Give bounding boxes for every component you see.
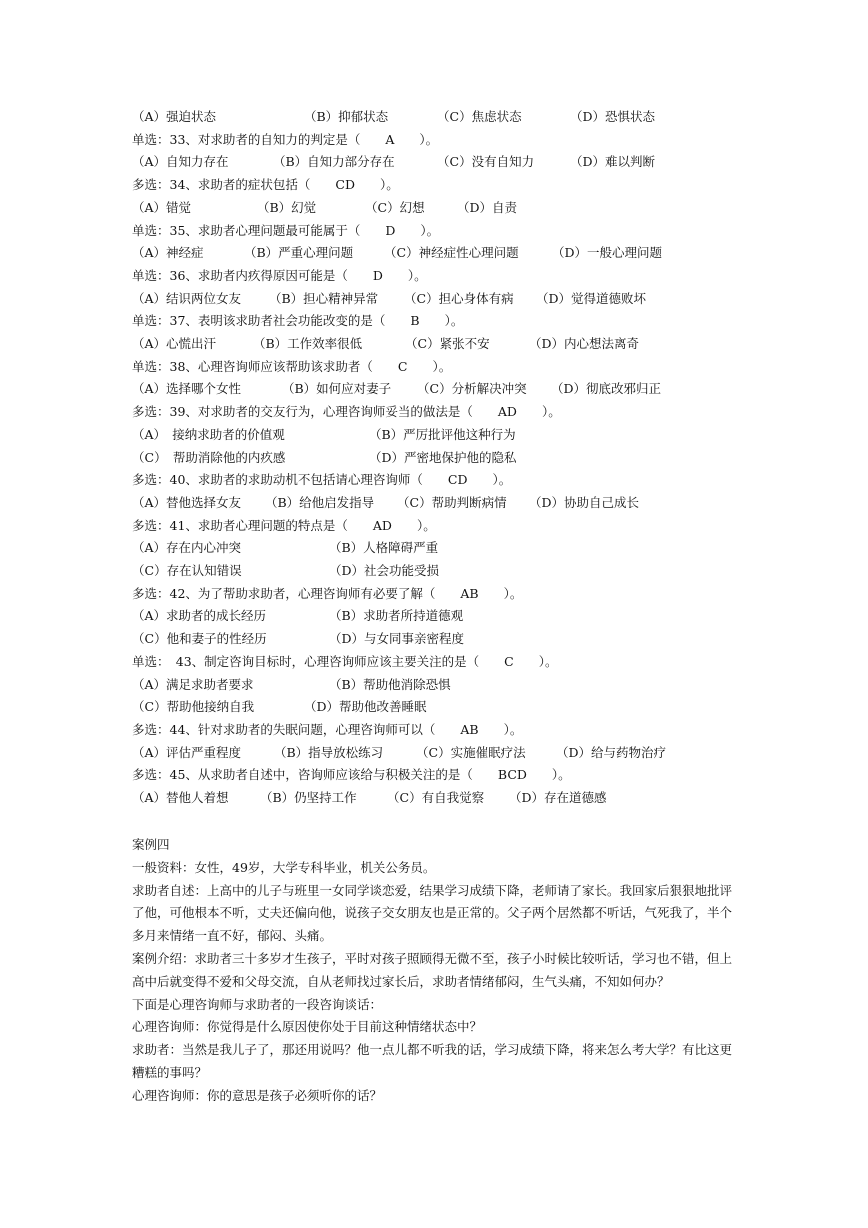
option-text: （A）选择哪个女性	[132, 381, 242, 397]
question-text: 多选：45、从求助者自述中，咨询师应该给与积极关注的是（ BCD ）。	[132, 767, 571, 783]
case-paragraph: 下面是心理咨询师与求助者的一段咨询谈话：	[132, 996, 383, 1012]
option-text: （A） 接纳求助者的价值观	[132, 426, 285, 442]
option-text: （C）紧张不安	[405, 336, 490, 351]
question-text: 单选：38、心理咨询师应该帮助该求助者（ C ）。	[132, 358, 452, 374]
case-paragraph: 求助者：当然是我儿子了，那还用说吗？他一点儿都不听我的话，学习成绩下降，将来怎么考大学？有比这更糟糕的事吗？	[132, 1042, 733, 1080]
question-text: 单选：37、表明该求助者社会功能改变的是（ B ）。	[132, 313, 464, 329]
case-title: 案例四	[132, 837, 170, 852]
option-text: （D）恐惧状态	[570, 109, 656, 124]
case-paragraph: 心理咨询师：你觉得是什么原因使你处于目前这种情绪状态中？	[132, 1019, 483, 1035]
option-text: （A）满足求助者要求	[132, 676, 254, 692]
option-text: （A）替他人着想	[132, 790, 229, 805]
option-text: （B）严重心理问题	[244, 245, 354, 261]
option-text: （A）神经症	[132, 245, 204, 261]
option-text: （A）强迫状态	[132, 109, 217, 124]
option-text: （A）结识两位女友	[132, 290, 242, 306]
option-text: （D）彻底改邪归正	[551, 381, 662, 397]
option-text: （A）求助者的成长经历	[132, 608, 267, 624]
case-paragraph: 心理咨询师：你的意思是孩子必须听你的话？	[132, 1087, 383, 1103]
option-text: （B）给他启发指导	[265, 494, 375, 510]
option-text: （D）给与药物治疗	[556, 744, 667, 760]
option-text: （C）幻想	[365, 199, 425, 215]
option-text: （B）人格障碍严重	[329, 540, 439, 556]
option-text: （B）帮助他消除恐惧	[329, 676, 451, 692]
option-text: （A）错觉	[132, 199, 192, 215]
option-text: （D）帮助他改善睡眠	[304, 699, 427, 715]
question-text: 单选：35、求助者心理问题最可能属于（ D ）。	[132, 222, 440, 238]
question-text: 多选：39、对求助者的交友行为，心理咨询师妥当的做法是（ AD ）。	[132, 404, 561, 420]
option-text: （C）分析解决冲突	[417, 381, 527, 397]
option-text: （C）存在认知错误	[132, 563, 242, 578]
question-text: 多选：41、求助者心理问题的特点是（ AD ）。	[132, 517, 436, 533]
case-paragraph: 一般资料：女性，49岁，大学专科毕业，机关公务员。	[132, 859, 436, 875]
option-text: （B）工作效率很低	[253, 336, 363, 351]
option-text: （D）严密地保护他的隐私	[369, 449, 517, 465]
question-text: 单选：33、对求助者的自知力的判定是（ A ）。	[132, 131, 439, 147]
option-text: （A）存在内心冲突	[132, 540, 242, 556]
option-text: （B）如何应对妻子	[282, 381, 392, 397]
case-paragraph: 案例介绍：求助者三十多岁才生孩子，平时对孩子照顾得无微不至，孩子小时候比较听话，学习也不错，但上高中后就变得不爱和父母交流，自从老师找过家长后，求助者情绪郁闷，生气头痛，不知如何办？	[132, 951, 733, 989]
option-text: （B）求助者所持道德观	[329, 608, 464, 624]
question-text: 多选：44、针对求助者的失眠问题，心理咨询师可以（ AB ）。	[132, 721, 523, 737]
option-text: （C）帮助判断病情	[397, 494, 507, 510]
option-text: （C）神经症性心理问题	[384, 245, 519, 261]
option-text: （D）难以判断	[570, 154, 656, 170]
option-text: （C）焦虑状态	[437, 109, 522, 124]
option-text: （D）社会功能受损	[329, 563, 440, 578]
option-text: （D）自责	[457, 199, 518, 215]
option-text: （D）协助自己成长	[529, 494, 640, 510]
question-text: 单选： 43、制定咨询目标时，心理咨询师应该主要关注的是（ C ）。	[132, 653, 558, 669]
option-text: （D）存在道德感	[509, 790, 607, 805]
option-text: （C）没有自知力	[437, 154, 535, 170]
option-text: （B）抑郁状态	[304, 109, 389, 124]
option-text: （D）内心想法离奇	[529, 336, 640, 351]
option-text: （A）评估严重程度	[132, 744, 242, 760]
question-text: 多选：42、为了帮助求助者，心理咨询师有必要了解（ AB ）。	[132, 585, 523, 601]
option-text: （B）严厉批评他这种行为	[369, 426, 516, 442]
question-text: 多选：40、求助者的求助动机不包括请心理咨询师（ CD ）。	[132, 472, 512, 488]
option-text: （D）一般心理问题	[552, 245, 663, 261]
option-text: （C） 帮助消除他的内疚感	[132, 449, 286, 465]
question-text: 单选：36、求助者内疚得原因可能是（ D ）。	[132, 267, 427, 283]
option-text: （A）替他选择女友	[132, 494, 242, 510]
option-text: （B）指导放松练习	[274, 744, 384, 760]
option-text: （C）他和妻子的性经历	[132, 631, 267, 647]
option-text: （A）自知力存在	[132, 154, 229, 170]
option-text: （A）心慌出汗	[132, 336, 217, 351]
option-text: （C）有自我觉察	[387, 790, 485, 805]
option-text: （D）与女同事亲密程度	[329, 631, 465, 647]
option-text: （D）觉得道德败坏	[536, 290, 647, 306]
case-paragraph: 求助者自述：上高中的儿子与班里一女同学谈恋爱，结果学习成绩下降，老师请了家长。我回家后狠狠地批评了他，可他根本不听，丈夫还偏向他，说孩子交女朋友也是正常的。父子两个居然都不听话，气死我了，半个多月来情绪一直不好，郁闷、头痛。	[132, 882, 733, 944]
option-text: （B）自知力部分存在	[273, 154, 395, 170]
option-text: （C）帮助他接纳自我	[132, 699, 255, 715]
option-text: （C）担心身体有病	[404, 290, 514, 306]
option-text: （C）实施催眠疗法	[416, 744, 526, 760]
option-text: （B）担心精神异常	[269, 290, 379, 306]
question-text: 多选：34、求助者的症状包括（ CD ）。	[132, 177, 399, 193]
option-text: （B）仍坚持工作	[260, 790, 357, 805]
option-text: （B）幻觉	[257, 199, 317, 215]
